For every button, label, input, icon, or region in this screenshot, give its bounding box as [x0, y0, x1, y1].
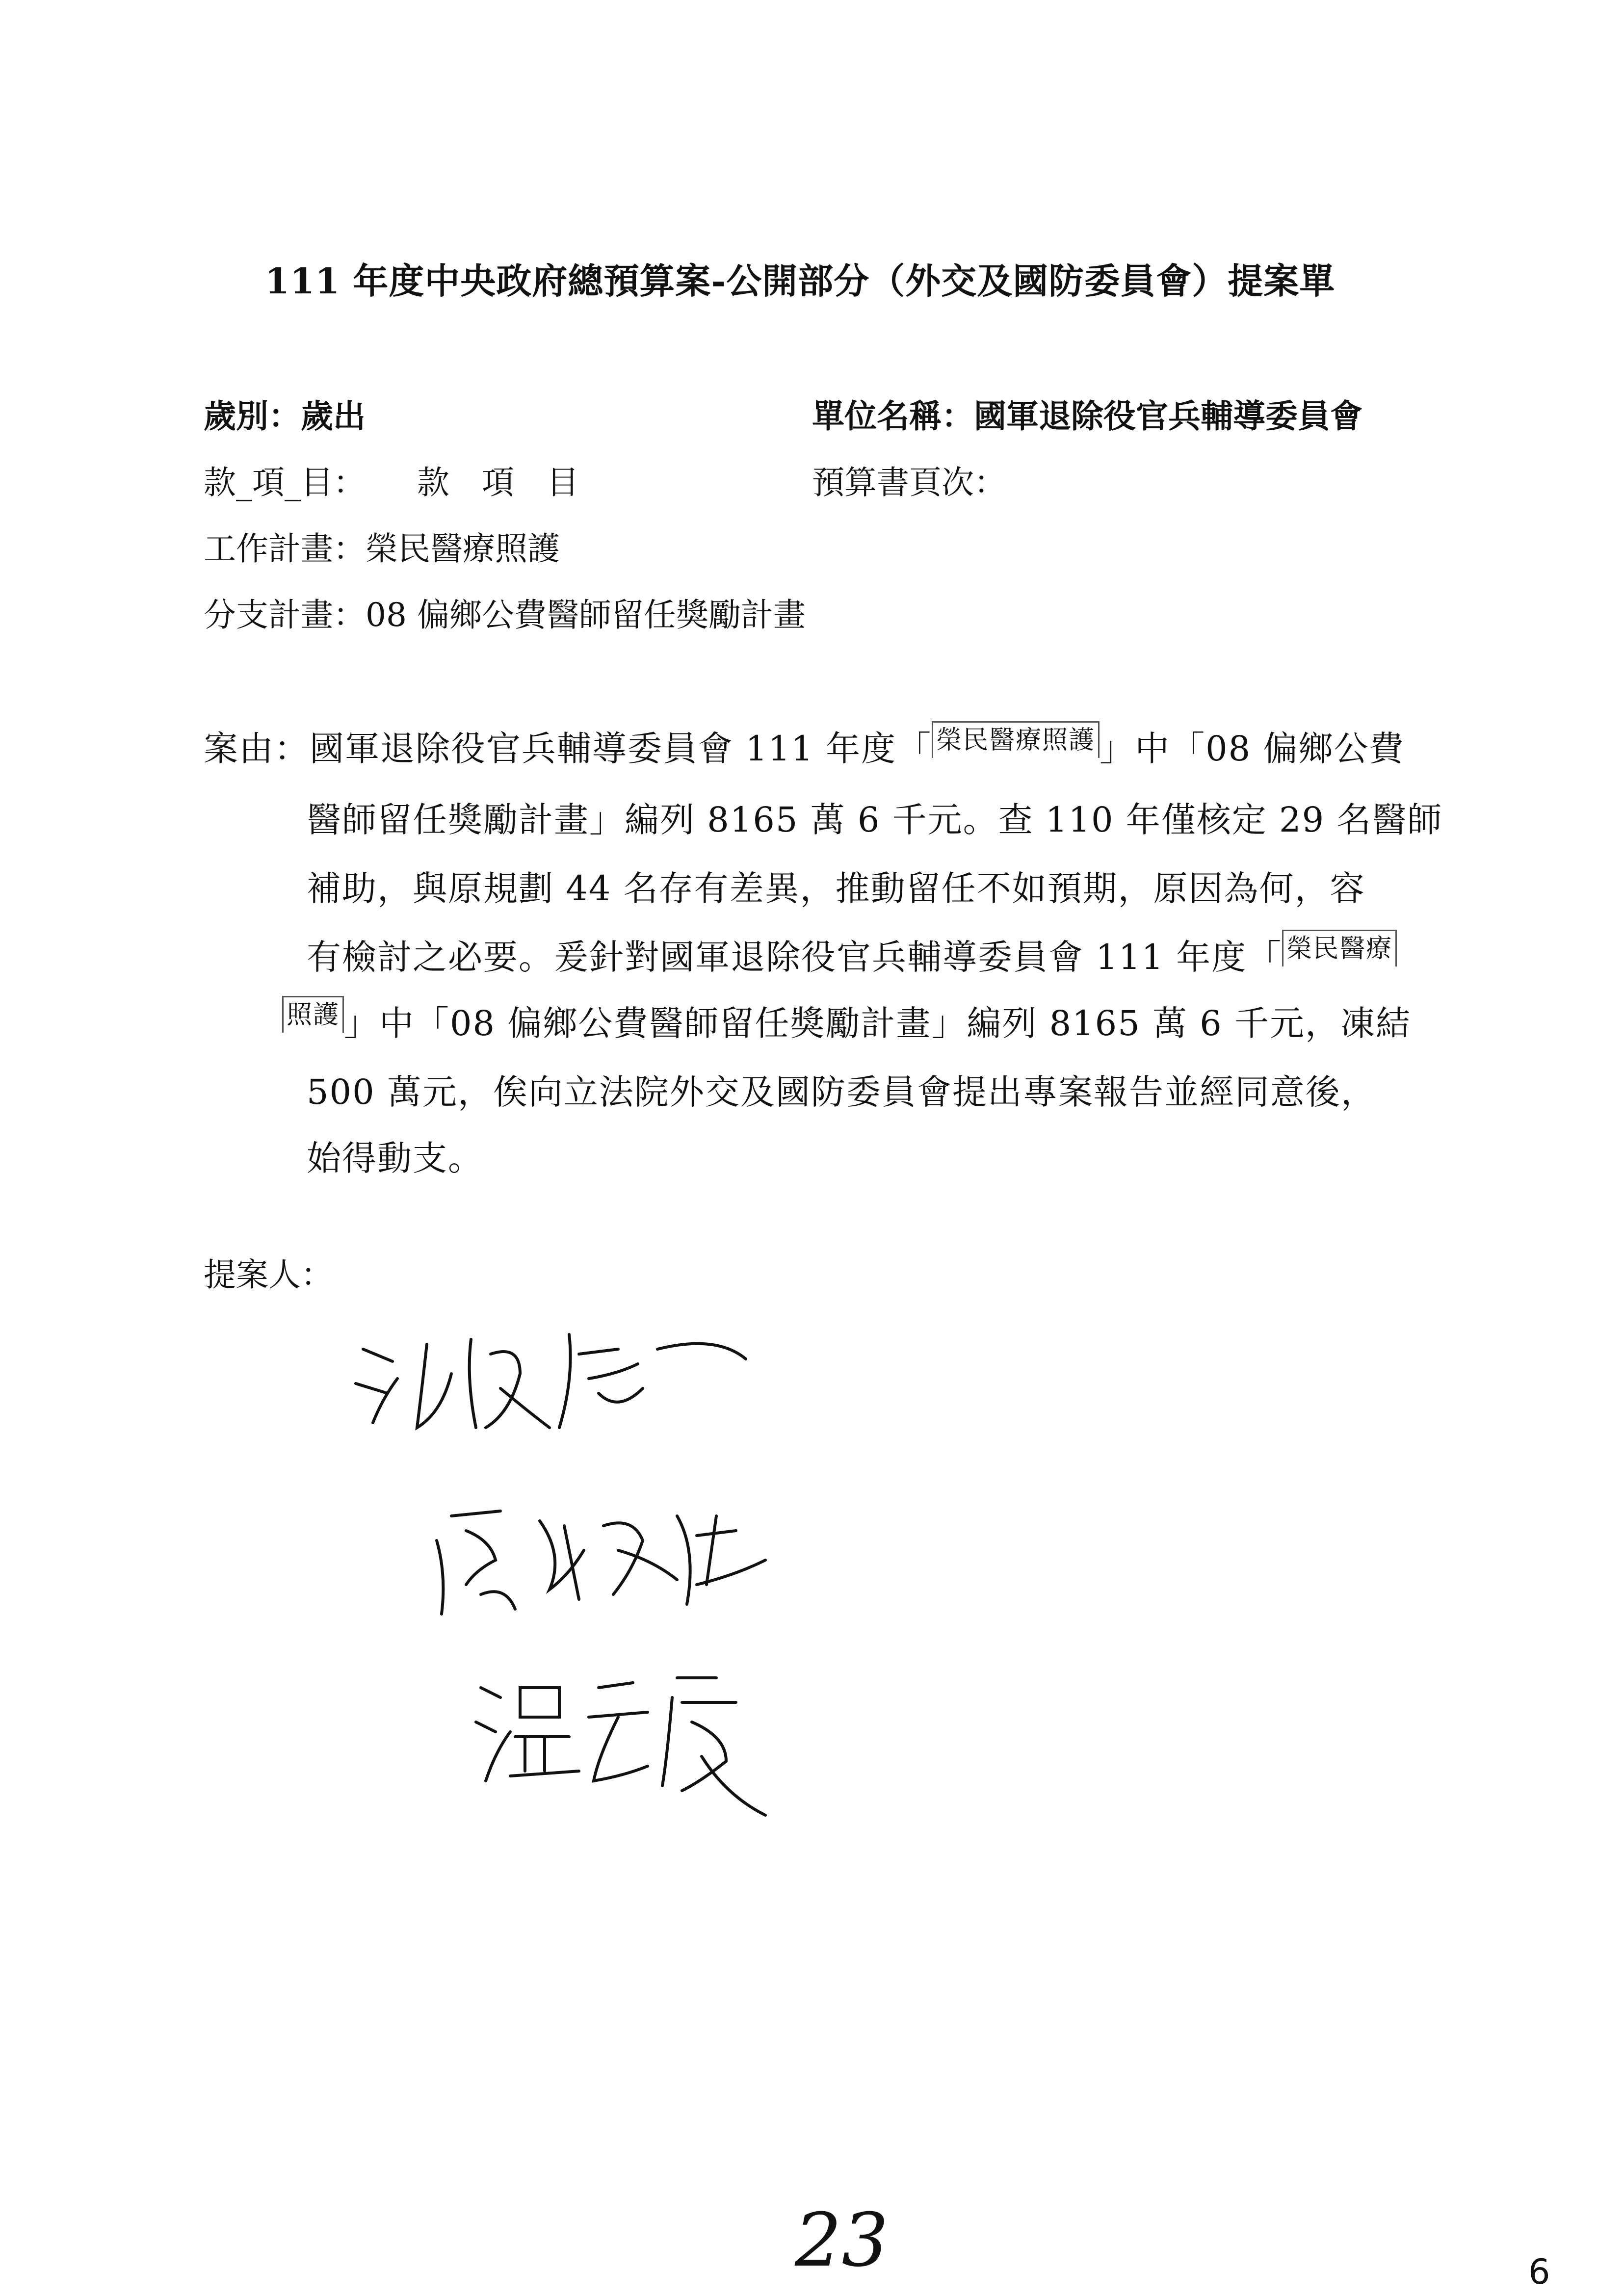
item-label: 款_項_目：	[204, 464, 366, 501]
page-label: 預算書頁次：	[812, 464, 1006, 501]
reason-line-1	[204, 721, 1404, 771]
category-label: 歲別：歲出	[204, 397, 366, 435]
signature-2	[422, 1487, 864, 1636]
page-number: 6	[1528, 2252, 1550, 2292]
plan-label: 工作計畫：榮民醫療照護	[204, 530, 560, 568]
subplan-label: 分支計畫：08 偏鄉公費醫師留任獎勵計畫	[204, 596, 806, 634]
reason-line-5-box: 照護	[282, 996, 344, 1033]
proposer-label: 提案人：	[204, 1256, 333, 1294]
item-value: 款 項 目	[417, 464, 579, 501]
signature-3	[471, 1658, 814, 1822]
reason-line-7: 始得動支。	[307, 1138, 483, 1178]
reason-line-5	[282, 996, 1411, 1045]
handwritten-page-number: 23	[795, 2198, 889, 2283]
signature-1	[343, 1315, 785, 1444]
reason-line-1-pre: 案由：國軍退除役官兵輔導委員會 111 年度「	[204, 729, 932, 769]
reason-line-2: 醫師留任獎勵計畫」編列 8165 萬 6 千元。查 110 年僅核定 29 名醫師	[307, 800, 1443, 840]
reason-line-4	[307, 930, 1397, 979]
reason-line-1-post: 」中「08 偏鄉公費	[1100, 729, 1405, 769]
unit-label: 單位名稱：國軍退除役官兵輔導委員會	[812, 397, 1362, 435]
reason-line-4-pre: 有檢討之必要。爰針對國軍退除役官兵輔導委員會 111 年度「	[307, 937, 1283, 977]
document-title: 111 年度中央政府總預算案-公開部分（外交及國防委員會）提案單	[265, 260, 1336, 302]
reason-line-3: 補助，與原規劃 44 名存有差異，推動留任不如預期，原因為何，容	[307, 868, 1365, 909]
reason-line-1-box: 榮民醫療照護	[932, 721, 1100, 758]
reason-line-4-box: 榮民醫療	[1282, 930, 1397, 966]
reason-line-5-post: 」中「08 偏鄉公費醫師留任獎勵計畫」編列 8165 萬 6 千元，凍結	[344, 1003, 1412, 1044]
reason-line-6: 500 萬元，俟向立法院外交及國防委員會提出專案報告並經同意後，	[307, 1072, 1376, 1112]
